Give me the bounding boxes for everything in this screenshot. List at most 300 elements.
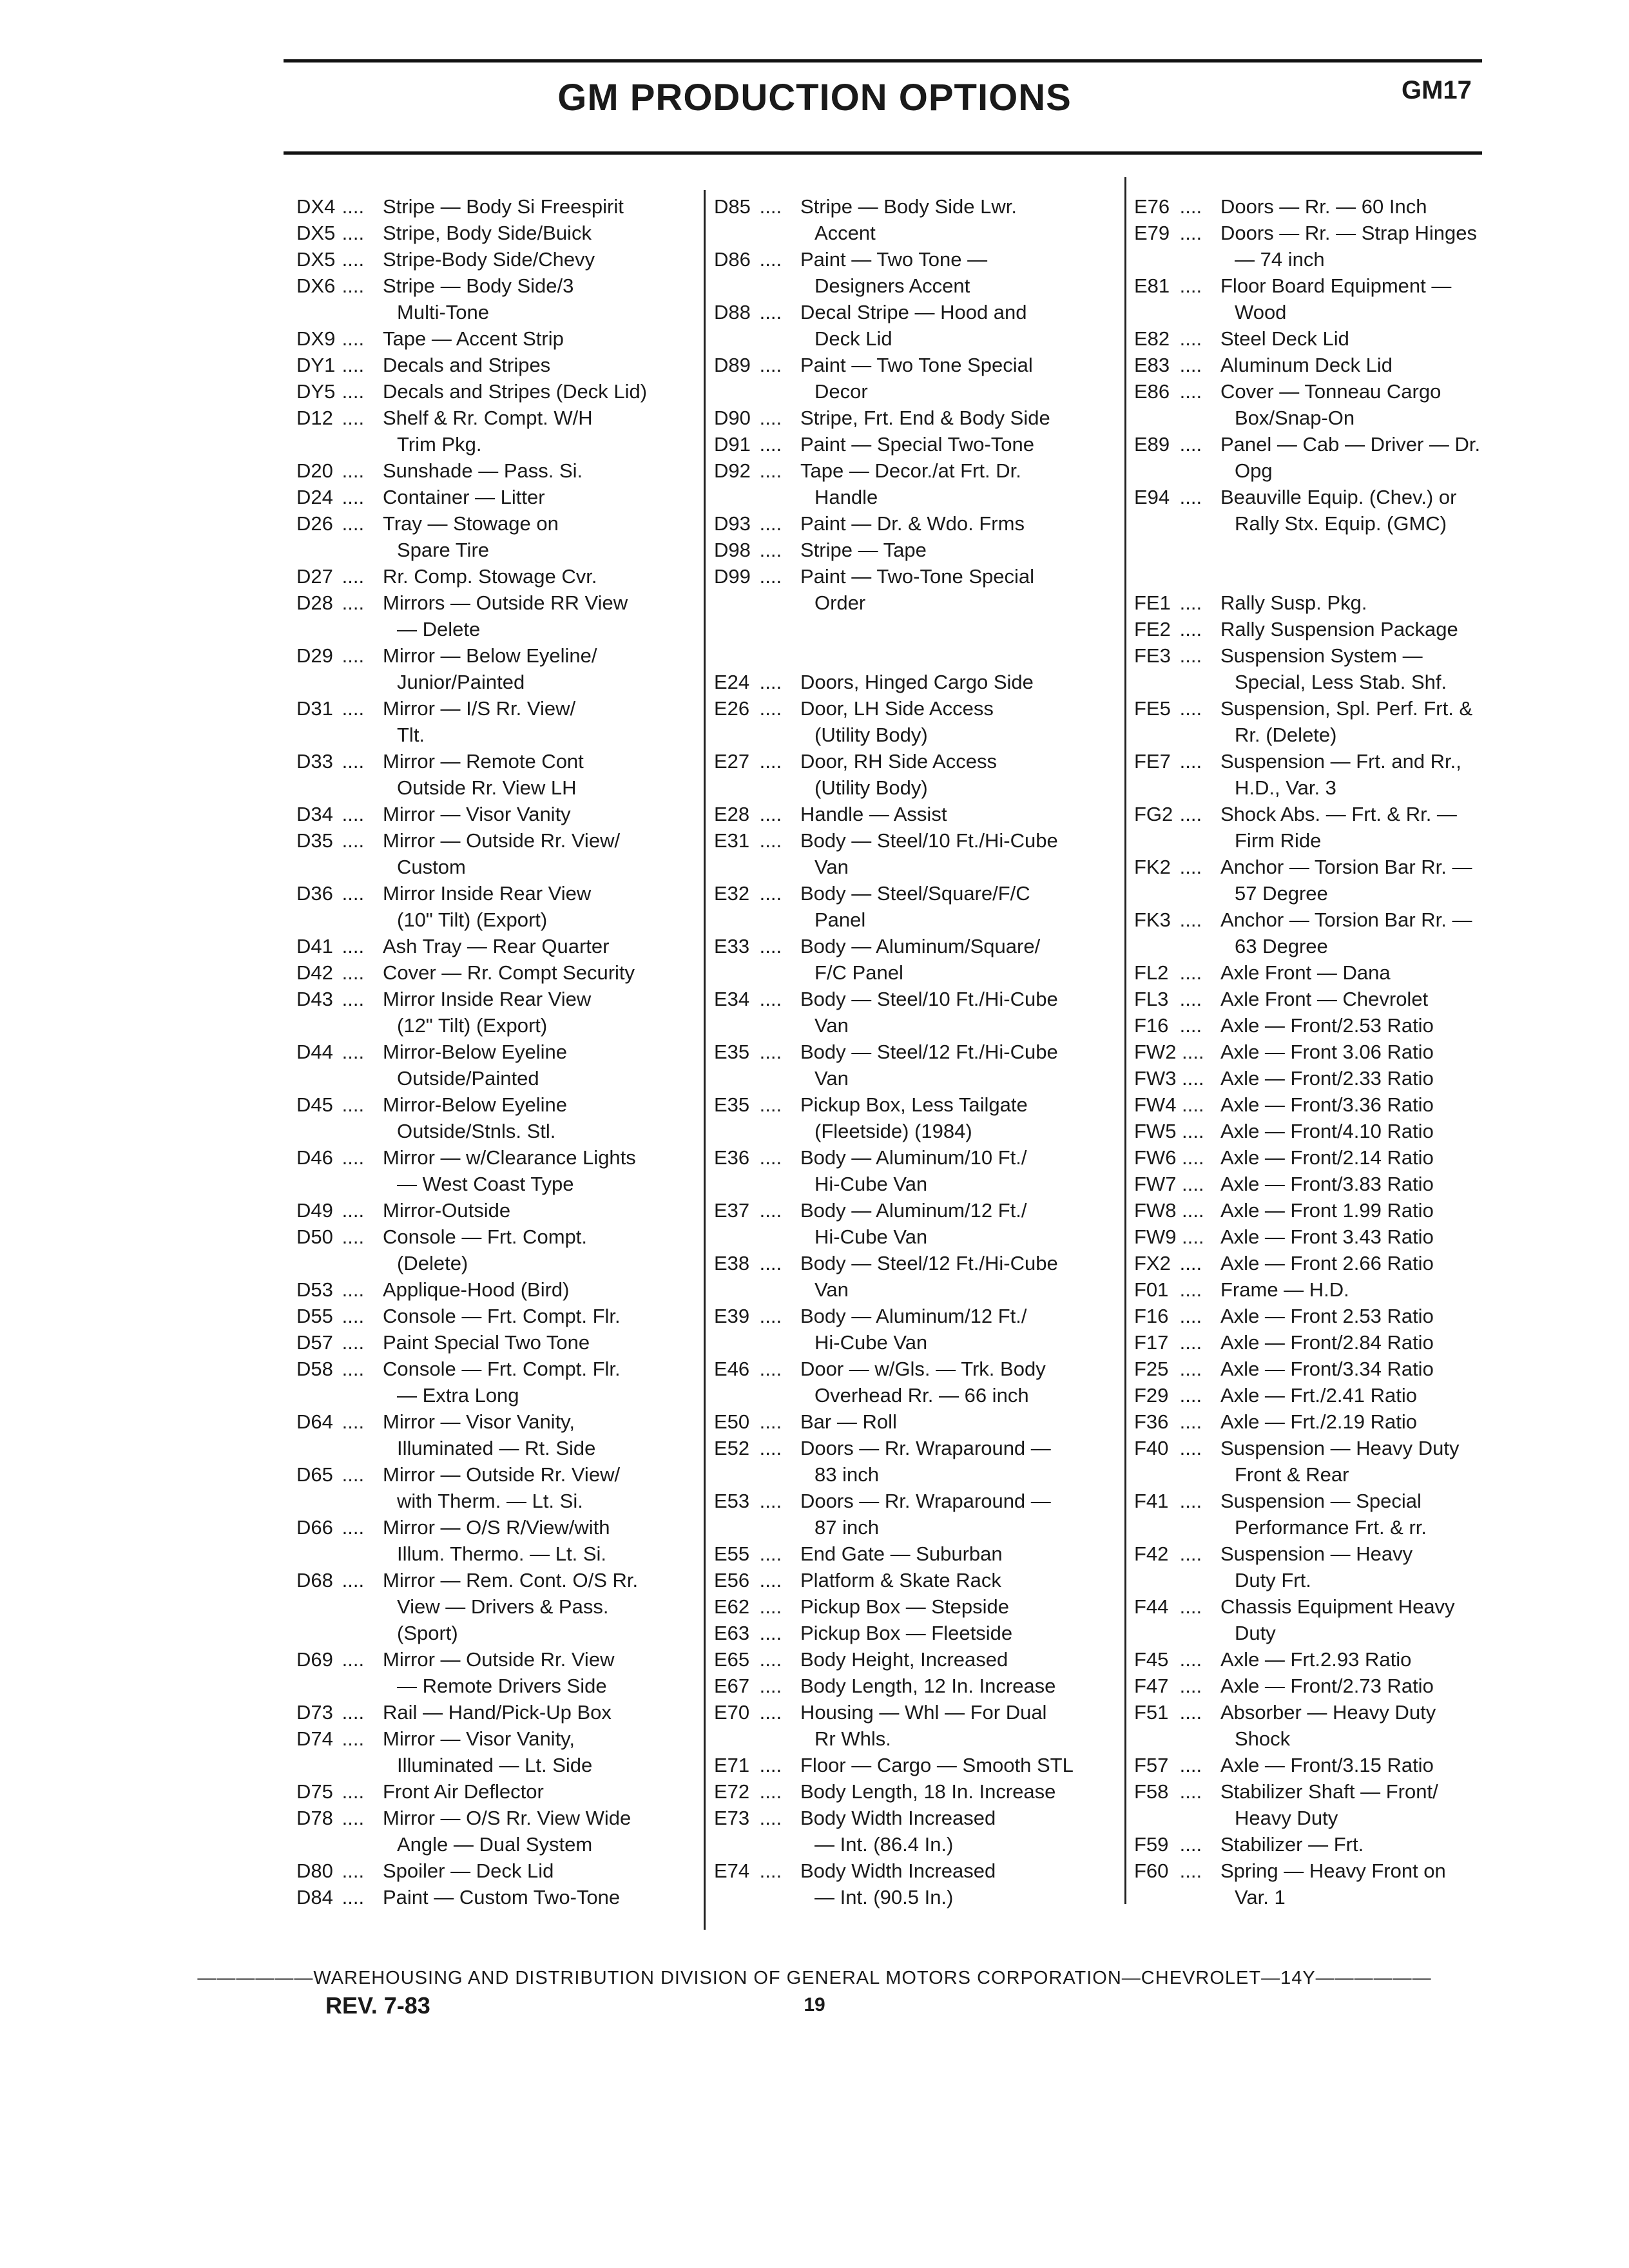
- option-description-line: Stripe — Body Si Freespirit: [383, 195, 624, 218]
- option-description-line: Doors — Rr. — 60 Inch: [1220, 195, 1427, 218]
- option-description: [383, 1858, 696, 1884]
- option-description-line: Decals and Stripes: [383, 354, 551, 376]
- option-description-line: View — Drivers & Pass.: [397, 1595, 609, 1618]
- option-description: [383, 405, 696, 457]
- option-code-cell: E55 ....: [714, 1541, 800, 1567]
- option-description: [800, 748, 1120, 801]
- option-code-cell: DX5 ....: [296, 246, 383, 273]
- option-code-cell: E86 ....: [1134, 378, 1220, 431]
- option-description-line: Mirror — Outside Rr. View/: [383, 829, 621, 852]
- option-description-line: Angle — Dual System: [397, 1833, 593, 1856]
- option-entry: [296, 1805, 696, 1858]
- option-description: [383, 220, 696, 246]
- option-code-cell: F45 ....: [1134, 1646, 1220, 1673]
- option-description-line: Suspension — Heavy Duty: [1220, 1437, 1460, 1459]
- option-entry: [296, 457, 696, 484]
- option-code: E27: [714, 750, 750, 773]
- option-description-line: Axle — Frt.2.93 Ratio: [1220, 1648, 1412, 1671]
- option-code-cell: FE2 ....: [1134, 616, 1220, 642]
- option-description: [800, 1144, 1120, 1197]
- option-code: D36: [296, 882, 333, 905]
- option-description-line: Stripe, Body Side/Buick: [383, 222, 592, 244]
- option-code-cell: D89 ....: [714, 352, 800, 405]
- option-code: D20: [296, 459, 333, 482]
- option-entry: [296, 1144, 696, 1197]
- option-description-line: Special, Less Stab. Shf.: [1235, 671, 1447, 693]
- option-description-line: Accent: [815, 222, 876, 244]
- option-entry: [296, 510, 696, 563]
- revision-label: REV. 7-83: [325, 1992, 430, 2019]
- option-entry: [1134, 1065, 1521, 1091]
- option-code: D58: [296, 1358, 333, 1380]
- option-description-line: Stripe-Body Side/Chevy: [383, 248, 595, 271]
- option-description: [800, 1699, 1120, 1752]
- option-code: E82: [1134, 327, 1170, 350]
- option-description-line: Firm Ride: [1235, 829, 1322, 852]
- option-description-line: Outside/Painted: [397, 1067, 539, 1090]
- option-description-line: Pickup Box — Fleetside: [800, 1622, 1013, 1644]
- option-description: [1220, 1752, 1521, 1778]
- option-description: [800, 1858, 1120, 1910]
- option-code-cell: D84 ....: [296, 1884, 383, 1910]
- option-description-line: Mirror — Rem. Cont. O/S Rr.: [383, 1569, 639, 1591]
- option-code: F25: [1134, 1358, 1169, 1380]
- option-entry: [714, 1356, 1120, 1408]
- option-code: FW4: [1134, 1093, 1177, 1116]
- option-description: [800, 246, 1120, 299]
- option-description-line: Tape — Accent Strip: [383, 327, 564, 350]
- option-code-cell: E71 ....: [714, 1752, 800, 1778]
- option-description: [800, 1039, 1120, 1091]
- option-code: FL2: [1134, 961, 1169, 984]
- option-code-cell: D46 ....: [296, 1144, 383, 1197]
- option-code: FE7: [1134, 750, 1171, 773]
- option-description: [1220, 1065, 1521, 1091]
- option-code: D93: [714, 512, 751, 535]
- option-description-line: Doors, Hinged Cargo Side: [800, 671, 1034, 693]
- option-description: [383, 1805, 696, 1858]
- option-description: [383, 1408, 696, 1461]
- option-description: [1220, 1673, 1521, 1699]
- column-divider-2: [1124, 177, 1126, 1904]
- option-description: [800, 669, 1120, 695]
- option-description: [800, 563, 1120, 616]
- option-description-line: Axle Front — Chevrolet: [1220, 988, 1429, 1010]
- option-description-line: Stripe — Body Side Lwr.: [800, 195, 1017, 218]
- option-entry: [296, 959, 696, 986]
- option-description: [383, 1303, 696, 1329]
- option-code: F51: [1134, 1701, 1169, 1724]
- option-code-cell: DX9 ....: [296, 325, 383, 352]
- option-entry: [296, 1224, 696, 1276]
- option-entry: [1134, 1673, 1521, 1699]
- option-description-line: Mirror — Visor Vanity,: [383, 1410, 575, 1433]
- option-description-line: — 74 inch: [1235, 248, 1325, 271]
- option-entry: [1134, 1435, 1521, 1488]
- option-code: F29: [1134, 1384, 1169, 1407]
- option-description-line: Axle — Front/3.34 Ratio: [1220, 1358, 1434, 1380]
- option-code-cell: F60 ....: [1134, 1858, 1220, 1910]
- option-code: F44: [1134, 1595, 1169, 1618]
- option-description-line: Axle — Front 1.99 Ratio: [1220, 1199, 1434, 1222]
- option-code-cell: FW5 ....: [1134, 1118, 1220, 1144]
- option-description: [1220, 1144, 1521, 1171]
- option-code-cell: F44 ....: [1134, 1593, 1220, 1646]
- option-description: [800, 1303, 1120, 1356]
- option-code-cell: FW3 ....: [1134, 1065, 1220, 1091]
- option-entry: [714, 510, 1120, 537]
- option-code-cell: E37 ....: [714, 1197, 800, 1250]
- option-code: D46: [296, 1146, 333, 1169]
- option-code-cell: F36 ....: [1134, 1408, 1220, 1435]
- option-code-cell: E50 ....: [714, 1408, 800, 1435]
- option-code-cell: D24 ....: [296, 484, 383, 510]
- option-code: FK2: [1134, 856, 1171, 878]
- option-code-cell: F58 ....: [1134, 1778, 1220, 1831]
- option-code-cell: FG2 ....: [1134, 801, 1220, 854]
- option-description-line: Mirror — Outside Rr. View/: [383, 1463, 621, 1486]
- option-description: [383, 880, 696, 933]
- option-entry: [296, 1039, 696, 1091]
- option-code-cell: E79 ....: [1134, 220, 1220, 273]
- option-code: E76: [1134, 195, 1170, 218]
- option-description: [800, 537, 1120, 563]
- option-description: [800, 933, 1120, 986]
- option-description: [383, 352, 696, 378]
- option-description-line: Outside Rr. View LH: [397, 776, 577, 799]
- option-description: [1220, 1118, 1521, 1144]
- option-description: [1220, 907, 1521, 959]
- option-description-line: Var. 1: [1235, 1886, 1286, 1908]
- option-code-cell: E52 ....: [714, 1435, 800, 1488]
- option-code-cell: DY5 ....: [296, 378, 383, 405]
- options-column-2: [714, 193, 1120, 1910]
- option-code: FW7: [1134, 1173, 1177, 1195]
- option-description-line: Cover — Tonneau Cargo: [1220, 380, 1441, 403]
- option-description: [1220, 695, 1521, 748]
- option-description: [1220, 1541, 1521, 1593]
- option-description: [1220, 1303, 1521, 1329]
- option-code: FX2: [1134, 1252, 1171, 1274]
- option-description-line: — Int. (90.5 In.): [815, 1886, 954, 1908]
- option-entry: [296, 1646, 696, 1699]
- option-entry: [714, 1197, 1120, 1250]
- option-entry: [296, 695, 696, 748]
- option-code-cell: D86 ....: [714, 246, 800, 299]
- option-code: DX5: [296, 248, 336, 271]
- option-code: D91: [714, 433, 751, 456]
- option-description: [383, 748, 696, 801]
- option-code-cell: E28 ....: [714, 801, 800, 827]
- option-code: D64: [296, 1410, 333, 1433]
- option-entry: [1134, 1224, 1521, 1250]
- option-code: E28: [714, 803, 750, 825]
- option-entry: [1134, 1541, 1521, 1593]
- option-description-line: Aluminum Deck Lid: [1220, 354, 1393, 376]
- option-code-cell: E82 ....: [1134, 325, 1220, 352]
- option-code-cell: D53 ....: [296, 1276, 383, 1303]
- option-description-line: Van: [815, 1278, 849, 1301]
- option-code: E71: [714, 1754, 750, 1776]
- option-entry: [296, 1884, 696, 1910]
- option-code: D92: [714, 459, 751, 482]
- option-code: F59: [1134, 1833, 1169, 1856]
- option-description-line: Axle — Frt./2.19 Ratio: [1220, 1410, 1417, 1433]
- option-description-line: Box/Snap-On: [1235, 407, 1355, 429]
- option-description-line: Spring — Heavy Front on: [1220, 1860, 1446, 1882]
- option-description: [383, 590, 696, 642]
- option-code-cell: D35 ....: [296, 827, 383, 880]
- option-entry: [296, 563, 696, 590]
- option-code: F57: [1134, 1754, 1169, 1776]
- option-description-line: Mirror — Visor Vanity,: [383, 1727, 575, 1750]
- option-description-line: Tray — Stowage on: [383, 512, 559, 535]
- option-description-line: F/C Panel: [815, 961, 903, 984]
- option-description-line: Mirror Inside Rear View: [383, 882, 592, 905]
- option-entry: [1134, 1858, 1521, 1910]
- option-code-cell: E36 ....: [714, 1144, 800, 1197]
- option-description-line: Designers Accent: [815, 274, 970, 297]
- option-entry: [1134, 959, 1521, 986]
- option-description-line: Stabilizer — Frt.: [1220, 1833, 1364, 1856]
- option-code: D66: [296, 1516, 333, 1539]
- option-description-line: Paint Special Two Tone: [383, 1331, 590, 1354]
- option-code-cell: FW8 ....: [1134, 1197, 1220, 1224]
- header-top-rule: [284, 59, 1482, 62]
- option-entry: [1134, 1382, 1521, 1408]
- option-code-cell: D45 ....: [296, 1091, 383, 1144]
- option-entry: [714, 457, 1120, 510]
- option-entry: [296, 1567, 696, 1646]
- option-description-line: Mirror — O/S Rr. View Wide: [383, 1807, 631, 1829]
- option-code: F41: [1134, 1490, 1169, 1512]
- option-code: E72: [714, 1780, 750, 1803]
- option-code: E24: [714, 671, 750, 693]
- option-code: F47: [1134, 1675, 1169, 1697]
- option-description-line: Suspension — Special: [1220, 1490, 1422, 1512]
- option-code: D45: [296, 1093, 333, 1116]
- option-description: [383, 273, 696, 325]
- option-entry: [714, 1435, 1120, 1488]
- option-entry: [714, 1250, 1120, 1303]
- option-description-line: Shock Abs. — Frt. & Rr. —: [1220, 803, 1457, 825]
- option-code-cell: F51 ....: [1134, 1699, 1220, 1752]
- option-code-cell: E32 ....: [714, 880, 800, 933]
- option-code-cell: D42 ....: [296, 959, 383, 986]
- option-description-line: Panel — Cab — Driver — Dr.: [1220, 433, 1481, 456]
- option-code: E38: [714, 1252, 750, 1274]
- option-code: DY5: [296, 380, 336, 403]
- option-code-cell: E89 ....: [1134, 431, 1220, 484]
- option-description-line: Rally Susp. Pkg.: [1220, 591, 1367, 614]
- option-code-cell: D75 ....: [296, 1778, 383, 1805]
- option-entry: [296, 352, 696, 378]
- option-code: E70: [714, 1701, 750, 1724]
- option-entry: [296, 1778, 696, 1805]
- option-description-line: Performance Frt. & rr.: [1235, 1516, 1427, 1539]
- option-entry: [714, 1039, 1120, 1091]
- option-code-cell: D91 ....: [714, 431, 800, 457]
- option-code-cell: F16 ....: [1134, 1303, 1220, 1329]
- option-entry: [1134, 590, 1521, 616]
- option-description-line: Panel: [815, 908, 866, 931]
- option-description-line: Axle — Front 3.43 Ratio: [1220, 1225, 1434, 1248]
- option-description-line: Paint — Dr. & Wdo. Frms: [800, 512, 1025, 535]
- option-entry: [714, 1778, 1120, 1805]
- option-description-line: Body — Steel/10 Ft./Hi-Cube: [800, 829, 1058, 852]
- option-entry: [1134, 907, 1521, 959]
- option-description: [800, 457, 1120, 510]
- option-code: D86: [714, 248, 751, 271]
- option-description-line: Van: [815, 1014, 849, 1037]
- option-description-line: Rail — Hand/Pick-Up Box: [383, 1701, 612, 1724]
- option-code: D53: [296, 1278, 333, 1301]
- option-description: [800, 1435, 1120, 1488]
- option-description-line: Mirror — I/S Rr. View/: [383, 697, 576, 720]
- option-code: E46: [714, 1358, 750, 1380]
- option-description: [383, 1778, 696, 1805]
- option-description-line: Container — Litter: [383, 486, 545, 508]
- option-code: FW2: [1134, 1041, 1177, 1063]
- option-entry: [296, 484, 696, 510]
- option-code-cell: E56 ....: [714, 1567, 800, 1593]
- option-code: FE2: [1134, 618, 1171, 640]
- page-title: GM PRODUCTION OPTIONS: [557, 77, 1072, 119]
- option-code-cell: F59 ....: [1134, 1831, 1220, 1858]
- option-code-cell: F42 ....: [1134, 1541, 1220, 1593]
- option-entry: [1134, 1250, 1521, 1276]
- option-entry: [296, 246, 696, 273]
- option-description: [1220, 986, 1521, 1012]
- option-description-line: Chassis Equipment Heavy: [1220, 1595, 1455, 1618]
- option-code-cell: E39 ....: [714, 1303, 800, 1356]
- option-description-line: — Delete: [397, 618, 481, 640]
- option-code: D44: [296, 1041, 333, 1063]
- option-code-cell: E70 ....: [714, 1699, 800, 1752]
- option-description: [383, 378, 696, 405]
- option-entry: [714, 405, 1120, 431]
- option-description-line: Doors — Rr. Wraparound —: [800, 1437, 1051, 1459]
- option-entry: [714, 1646, 1120, 1673]
- option-code: E34: [714, 988, 750, 1010]
- option-description: [383, 510, 696, 563]
- option-code-cell: E38 ....: [714, 1250, 800, 1303]
- option-entry: [296, 590, 696, 642]
- option-description: [383, 1144, 696, 1197]
- option-code-cell: FW4 ....: [1134, 1091, 1220, 1118]
- option-entry: [1134, 695, 1521, 748]
- option-code-cell: E65 ....: [714, 1646, 800, 1673]
- option-description-line: Console — Frt. Compt. Flr.: [383, 1305, 621, 1327]
- option-entry: [296, 1858, 696, 1884]
- option-entry: [296, 1461, 696, 1514]
- option-code-cell: D92 ....: [714, 457, 800, 510]
- footer-division: ——————WAREHOUSING AND DISTRIBUTION DIVISION OF GENERAL MOTORS CORPORATION—CHEVROLET—14Y——————: [197, 1968, 1432, 1988]
- option-description: [1220, 642, 1521, 695]
- option-code: E94: [1134, 486, 1170, 508]
- option-code-cell: FE1 ....: [1134, 590, 1220, 616]
- option-code-cell: E74 ....: [714, 1858, 800, 1910]
- option-entry: [1134, 1356, 1521, 1382]
- option-description-line: — Int. (86.4 In.): [815, 1833, 954, 1856]
- option-entry: [714, 1144, 1120, 1197]
- option-code: F42: [1134, 1542, 1169, 1565]
- option-description-line: — West Coast Type: [397, 1173, 574, 1195]
- option-entry: [1134, 1329, 1521, 1356]
- option-description: [800, 1805, 1120, 1858]
- option-description: [383, 695, 696, 748]
- option-description: [800, 1250, 1120, 1303]
- option-description: [800, 1673, 1120, 1699]
- option-description-line: (Utility Body): [815, 724, 928, 746]
- option-code-cell: E62 ....: [714, 1593, 800, 1620]
- option-code: F01: [1134, 1278, 1169, 1301]
- option-description-line: Axle — Frt./2.41 Ratio: [1220, 1384, 1417, 1407]
- option-description-line: 57 Degree: [1235, 882, 1328, 905]
- option-entry: [296, 642, 696, 695]
- option-description-line: End Gate — Suburban: [800, 1542, 1003, 1565]
- option-code-cell: E26 ....: [714, 695, 800, 748]
- option-description-line: Mirror — w/Clearance Lights: [383, 1146, 636, 1169]
- option-description: [800, 1567, 1120, 1593]
- option-code-cell: F17 ....: [1134, 1329, 1220, 1356]
- header-bottom-rule: [284, 151, 1482, 155]
- option-entry: [296, 1276, 696, 1303]
- option-description: [383, 246, 696, 273]
- option-code-cell: E72 ....: [714, 1778, 800, 1805]
- option-entry: [296, 1408, 696, 1461]
- column-divider-1: [704, 190, 706, 1930]
- option-description-line: Floor Board Equipment —: [1220, 274, 1452, 297]
- option-code: D41: [296, 935, 333, 957]
- option-entry: [714, 1488, 1120, 1541]
- option-entry: [714, 193, 1120, 246]
- option-description: [1220, 431, 1521, 484]
- option-description: [1220, 1276, 1521, 1303]
- option-description-line: Suspension — Heavy: [1220, 1542, 1413, 1565]
- option-code-cell: D12 ....: [296, 405, 383, 457]
- option-code-cell: D66 ....: [296, 1514, 383, 1567]
- option-description-line: Rr Whls.: [815, 1727, 891, 1750]
- option-description-line: Hi-Cube Van: [815, 1225, 928, 1248]
- option-entry: [714, 880, 1120, 933]
- option-code-cell: D64 ....: [296, 1408, 383, 1461]
- option-entry: [714, 1593, 1120, 1620]
- option-code-cell: D58 ....: [296, 1356, 383, 1408]
- option-entry: [714, 986, 1120, 1039]
- option-description-line: Body — Steel/12 Ft./Hi-Cube: [800, 1252, 1058, 1274]
- option-code: F36: [1134, 1410, 1169, 1433]
- option-code: E74: [714, 1860, 750, 1882]
- option-code-cell: F29 ....: [1134, 1382, 1220, 1408]
- option-code-cell: D68 ....: [296, 1567, 383, 1646]
- option-description-line: Body Length, 12 In. Increase: [800, 1675, 1056, 1697]
- option-description: [383, 325, 696, 352]
- option-code: E35: [714, 1093, 750, 1116]
- option-code-cell: FE3 ....: [1134, 642, 1220, 695]
- option-description-line: Custom: [397, 856, 466, 878]
- option-code: D50: [296, 1225, 333, 1248]
- option-description: [383, 1329, 696, 1356]
- option-description: [1220, 616, 1521, 642]
- option-description-line: Axle — Front/3.83 Ratio: [1220, 1173, 1434, 1195]
- option-description: [383, 563, 696, 590]
- section-gap: [714, 616, 1120, 669]
- option-entry: [1134, 642, 1521, 695]
- option-description-line: Stripe, Frt. End & Body Side: [800, 407, 1050, 429]
- option-description-line: Axle — Front/3.15 Ratio: [1220, 1754, 1434, 1776]
- option-description-line: Paint — Two Tone Special: [800, 354, 1033, 376]
